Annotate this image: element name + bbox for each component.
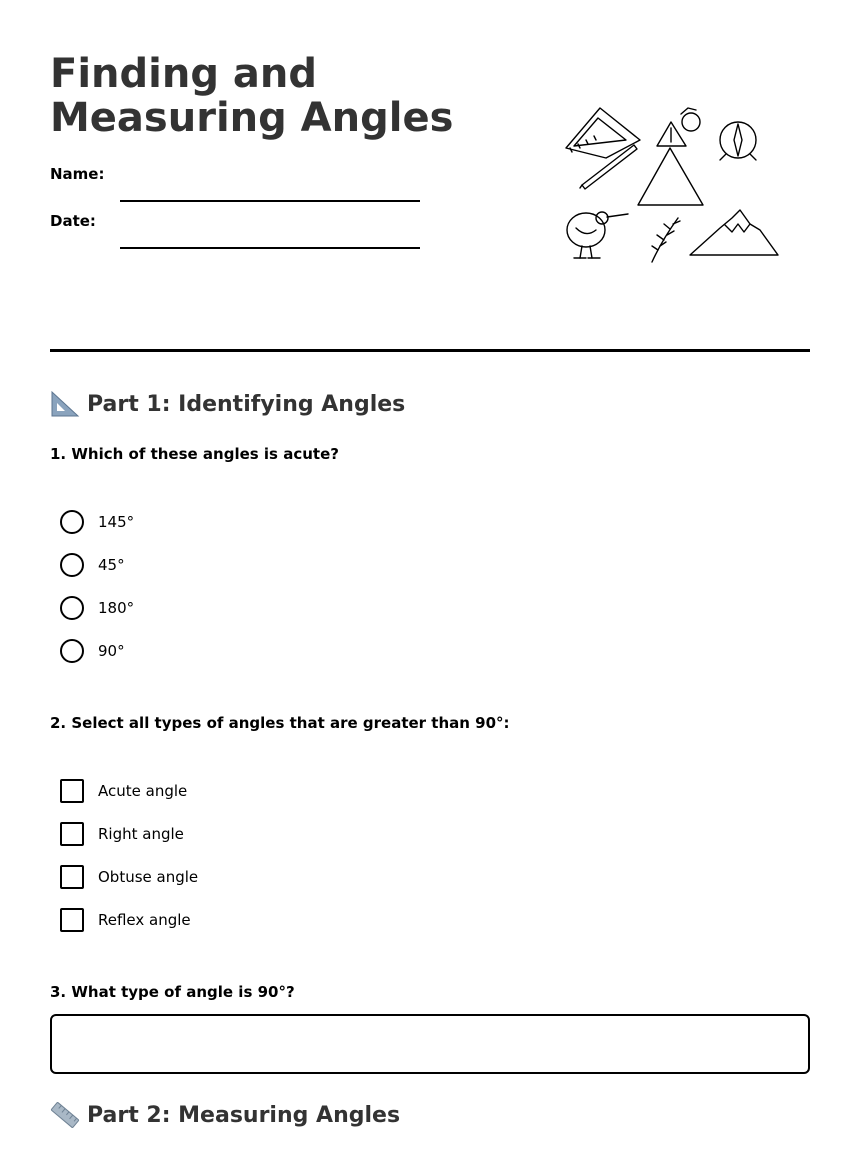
part1-heading-text: Part 1: Identifying Angles [87,391,406,417]
q1-option-1[interactable] [60,509,134,535]
radio-button[interactable] [60,639,84,663]
question-3: 3. What type of angle is 90°? [50,983,295,1001]
question-1: 1. Which of these angles is acute? [50,445,339,463]
kiwi-bird-icon [567,212,628,258]
pencil-icon [580,145,637,189]
q2-option-4[interactable] [60,907,191,933]
compass-icon [720,122,756,160]
date-label: Date: [50,212,96,230]
part2-heading [50,1098,400,1132]
q2-option-1[interactable] [60,778,187,804]
checkbox[interactable] [60,822,84,846]
radio-button[interactable] [60,510,84,534]
triangle-icon [638,108,703,205]
option-label: Reflex angle [98,911,191,929]
ruler-set-square-icon [566,108,640,158]
part2-heading-text: Part 2: Measuring Angles [87,1102,401,1128]
radio-button[interactable] [60,553,84,577]
page-title: Finding and Measuring Angles [50,51,454,141]
math-illustration [560,100,785,270]
ruler-icon [50,1100,80,1130]
section-divider [50,349,810,352]
mountain-icon [690,210,778,255]
radio-button[interactable] [60,596,84,620]
name-input-line[interactable] [120,178,420,202]
q1-option-2[interactable] [60,552,125,578]
option-label: Right angle [98,825,184,843]
q2-option-2[interactable] [60,821,184,847]
fern-icon [652,218,680,262]
option-label: 45° [98,556,125,574]
q1-option-4[interactable] [60,638,125,664]
part1-heading [50,387,405,421]
q2-option-3[interactable] [60,864,198,890]
option-label: 90° [98,642,125,660]
option-label: Acute angle [98,782,188,800]
option-label: 145° [98,513,135,531]
name-label: Name: [50,165,105,183]
question-2: 2. Select all types of angles that are greater than 90°: [50,714,510,732]
checkbox[interactable] [60,908,84,932]
date-field [50,212,430,242]
checkbox[interactable] [60,865,84,889]
q3-answer-input[interactable] [50,1014,810,1074]
set-square-icon [50,389,80,419]
option-label: Obtuse angle [98,868,199,886]
q1-option-3[interactable] [60,595,134,621]
name-field [50,165,430,195]
checkbox[interactable] [60,779,84,803]
option-label: 180° [98,599,135,617]
date-input-line[interactable] [120,225,420,249]
